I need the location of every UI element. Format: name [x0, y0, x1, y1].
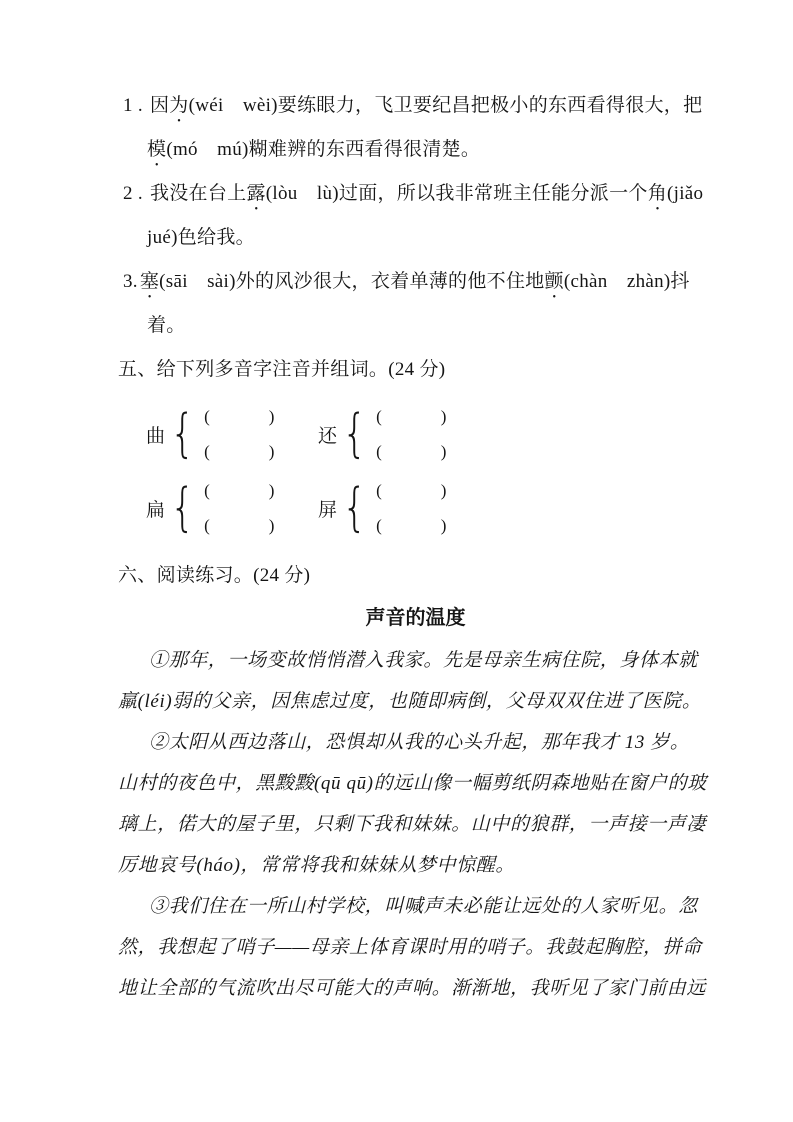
polyphone-char: 屏: [318, 499, 338, 521]
passage-title: 声音的温度: [365, 607, 466, 629]
reading-passage: [118, 640, 713, 1009]
polyphone-group-qu: [146, 404, 318, 464]
brace-glyph: {: [170, 478, 195, 538]
passage-line: 璃上，偌大的屋子里，只剩下我和妹妹。山中的狼群，一声接一声凄: [118, 814, 707, 835]
blank-column: [376, 408, 448, 460]
item-text: [147, 227, 255, 248]
answer-blank: ( ): [376, 481, 449, 500]
text-segment: (mó mú)糊难辨的东西看得很清楚。: [166, 139, 481, 160]
answer-blank: ( ): [376, 442, 449, 461]
item-line: [123, 84, 713, 128]
passage-line: 山村的夜色中，黑黢黢(qū qū)的远山像一幅剪纸阴森地贴在窗户的玻: [118, 773, 707, 794]
passage-line: ②太阳从西边落山，恐惧却从我的心头升起，那年我才 13 岁。: [149, 732, 690, 753]
item-line: [123, 216, 713, 260]
passage-line: 厉地哀号(háo)，常常将我和妹妹从梦中惊醒。: [118, 855, 515, 876]
emphasized-char: 角: [647, 183, 668, 204]
text-segment: 着。: [147, 315, 186, 336]
text-segment: 我没在台上: [149, 183, 247, 204]
text-segment: (sāi sài)外的风沙很大，衣着单薄的他不住地: [159, 271, 545, 292]
polyphone-group-huan: [318, 404, 490, 464]
answer-blank: ( ): [204, 407, 277, 426]
emphasized-char: 露: [246, 183, 266, 204]
polyphone-group-ping: [318, 478, 490, 538]
text-segment: (jiǎo: [667, 183, 704, 204]
text-segment: (lòu lù)过面，所以我非常班主任能分派一个: [265, 183, 648, 204]
polyphone-char: 曲: [146, 425, 166, 447]
brace-glyph: {: [342, 404, 367, 464]
emphasized-char: 为: [169, 95, 189, 116]
blank-column: [204, 408, 276, 460]
passage-line: ③我们住在一所山村学校，叫喊声未必能让远处的人家听见。忽: [149, 896, 698, 917]
blank-column: [376, 482, 448, 534]
item-line: [123, 128, 713, 172]
exercise-item-3: [123, 260, 713, 348]
emphasized-char: 颤: [544, 271, 564, 292]
item-text: [140, 271, 690, 292]
section-five-heading: 五、给下列多音字注音并组词。(24 分): [118, 359, 446, 380]
blank-column: [204, 482, 276, 534]
item-line: [123, 172, 713, 216]
item-text: [147, 315, 186, 336]
emphasized-char: 塞: [139, 271, 160, 292]
exercise-item-2: [123, 172, 713, 260]
passage-line: ①那年，一场变故悄悄潜入我家。先是母亲生病住院，身体本就: [149, 650, 698, 671]
brace-glyph: {: [170, 404, 195, 464]
answer-blank: ( ): [376, 407, 449, 426]
text-segment: (wéi wèi)要练眼力，飞卫要纪昌把极小的东西看得很大，把: [188, 95, 703, 116]
polyphone-group-bian: [146, 478, 318, 538]
polyphone-char: 还: [318, 425, 338, 447]
item-text: [150, 183, 703, 204]
item-text: [150, 95, 702, 116]
answer-blank: ( ): [204, 516, 277, 535]
text-segment: 因: [149, 95, 170, 116]
passage-line: 地让全部的气流吹出尽可能大的声响。渐渐地，我听见了家门前由远: [118, 978, 707, 999]
passage-line: 然，我想起了哨子——母亲上体育课时用的哨子。我鼓起胸腔，拼命: [118, 937, 702, 958]
text-segment: (chàn zhàn)抖: [563, 271, 690, 292]
polyphone-row: [146, 404, 713, 464]
item-number: 3.: [123, 271, 138, 292]
polyphone-row: [146, 478, 713, 538]
polyphone-section: [118, 404, 713, 538]
item-number: 2 .: [123, 183, 148, 204]
item-number: 1 .: [123, 95, 148, 116]
pinyin-choice-section: [123, 84, 713, 348]
answer-blank: ( ): [204, 481, 277, 500]
brace-glyph: {: [342, 478, 367, 538]
answer-blank: ( ): [204, 442, 277, 461]
polyphone-char: 扁: [146, 499, 166, 521]
section-six-heading: 六、阅读练习。(24 分): [118, 565, 311, 586]
answer-blank: ( ): [376, 516, 449, 535]
exercise-item-1: [123, 84, 713, 172]
emphasized-char: 模: [147, 139, 167, 160]
item-line: [123, 260, 713, 304]
item-line: [123, 304, 713, 348]
item-text: [147, 139, 480, 160]
text-segment: jué)色给我。: [147, 227, 255, 248]
passage-line: 羸(léi)弱的父亲，因焦虑过度，也随即病倒，父母双双住进了医院。: [118, 691, 702, 712]
